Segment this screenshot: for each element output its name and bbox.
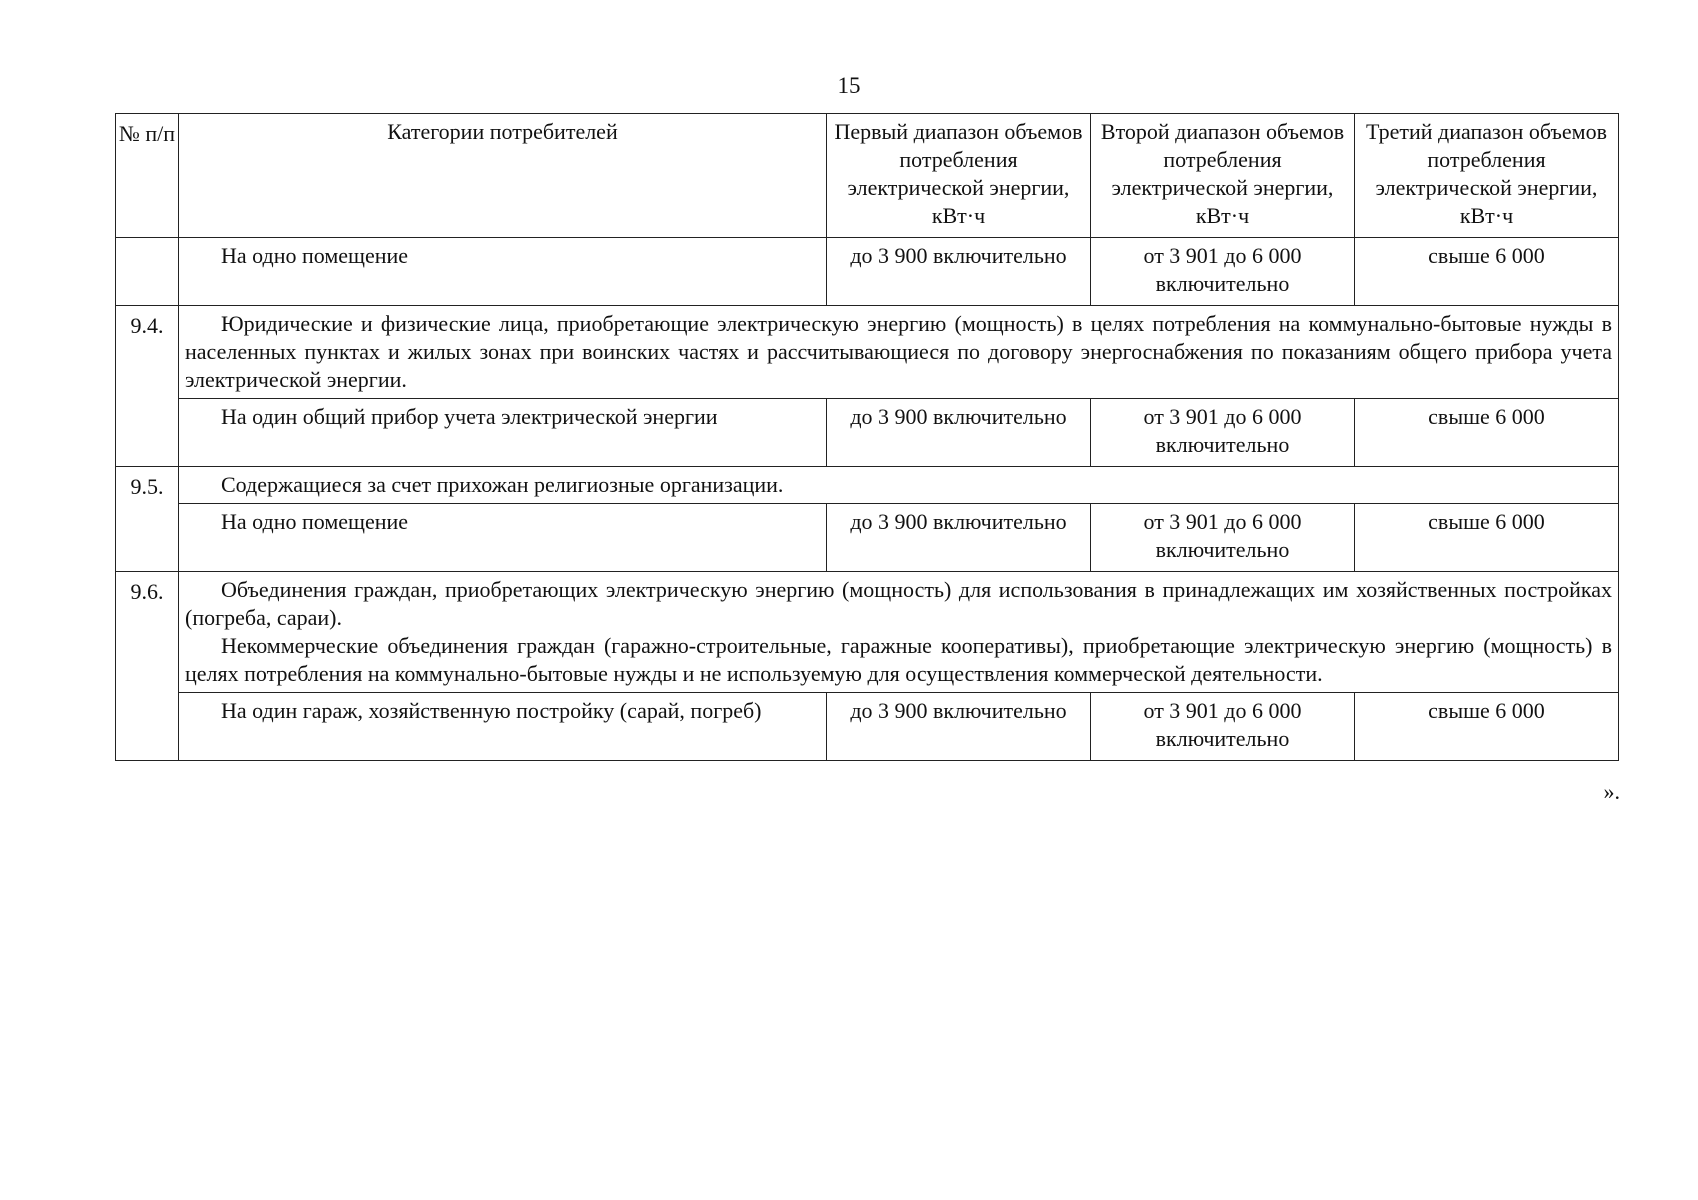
section-row-9-5 [116,467,1619,504]
range2-value: от 3 901 до 6 000 включительно [1091,693,1355,761]
header-range3 [1355,114,1619,238]
header-range2 [1091,114,1355,238]
section-number: 9.4. [116,306,179,467]
range1-value: до 3 900 включительно [827,504,1091,572]
range3-value: свыше 6 000 [1355,399,1619,467]
section-row-9-6 [116,572,1619,693]
section-description [179,572,1619,693]
section-paragraph: Некоммерческие объединения граждан (гаражно-строительные, гаражные кооперативы), приобретающие электрическую энергию (мощность) в целях потребления на коммунально-бытовые нужды и не используемую для осуществления коммерческой деятельности. [185,633,1612,686]
section-description: Юридические и физические лица, приобретающие электрическую энергию (мощность) в целях потребления на коммунально-бытовые нужды в населенных пунктах и жилых зонах при воинских частях и рассчитывающиеся по договору энергоснабжения по показаниям общего прибора учета электрической энергии. [179,306,1619,399]
range1-value: до 3 900 включительно [827,238,1091,306]
header-number-label: № п/п [118,121,176,146]
header-category-label: Категории потребителей [387,119,618,144]
range2-value: от 3 901 до 6 000 включительно [1091,238,1355,306]
header-range2-label: Второй диапазон объемов потребления электрической энергии, кВт·ч [1100,119,1345,228]
header-number [116,114,179,238]
range3-value: свыше 6 000 [1355,504,1619,572]
section-row-9-4 [116,306,1619,399]
header-range1 [827,114,1091,238]
range3-value: свыше 6 000 [1355,693,1619,761]
row-label: На одно помещение [179,238,827,306]
range2-value: от 3 901 до 6 000 включительно [1091,504,1355,572]
section-number: 9.6. [116,572,179,761]
section-description: Содержащиеся за счет прихожан религиозные организации. [179,467,1619,504]
table-row [116,238,1619,306]
section-paragraph: Объединения граждан, приобретающих электрическую энергию (мощность) для использования в принадлежащих им хозяйственных постройках (погреба, сараи). [185,577,1612,630]
page-number: 15 [837,73,861,98]
tariff-table [115,113,1619,761]
section-number: 9.5. [116,467,179,572]
range3-value: свыше 6 000 [1355,238,1619,306]
row-label: На один общий прибор учета электрической энергии [179,399,827,467]
closing-quote: ». [1603,779,1620,804]
row-label: На один гараж, хозяйственную постройку (сарай, погреб) [179,693,827,761]
range1-value: до 3 900 включительно [827,693,1091,761]
row-label: На одно помещение [179,504,827,572]
header-category [179,114,827,238]
table-row [116,693,1619,761]
table-header-row [116,114,1619,238]
table-row [116,504,1619,572]
range1-value: до 3 900 включительно [827,399,1091,467]
range2-value: от 3 901 до 6 000 включительно [1091,399,1355,467]
header-range3-label: Третий диапазон объемов потребления электрической энергии, кВт·ч [1366,119,1607,228]
table-row [116,399,1619,467]
row-number-empty [116,238,179,306]
header-range1-label: Первый диапазон объемов потребления электрической энергии, кВт·ч [834,119,1083,228]
